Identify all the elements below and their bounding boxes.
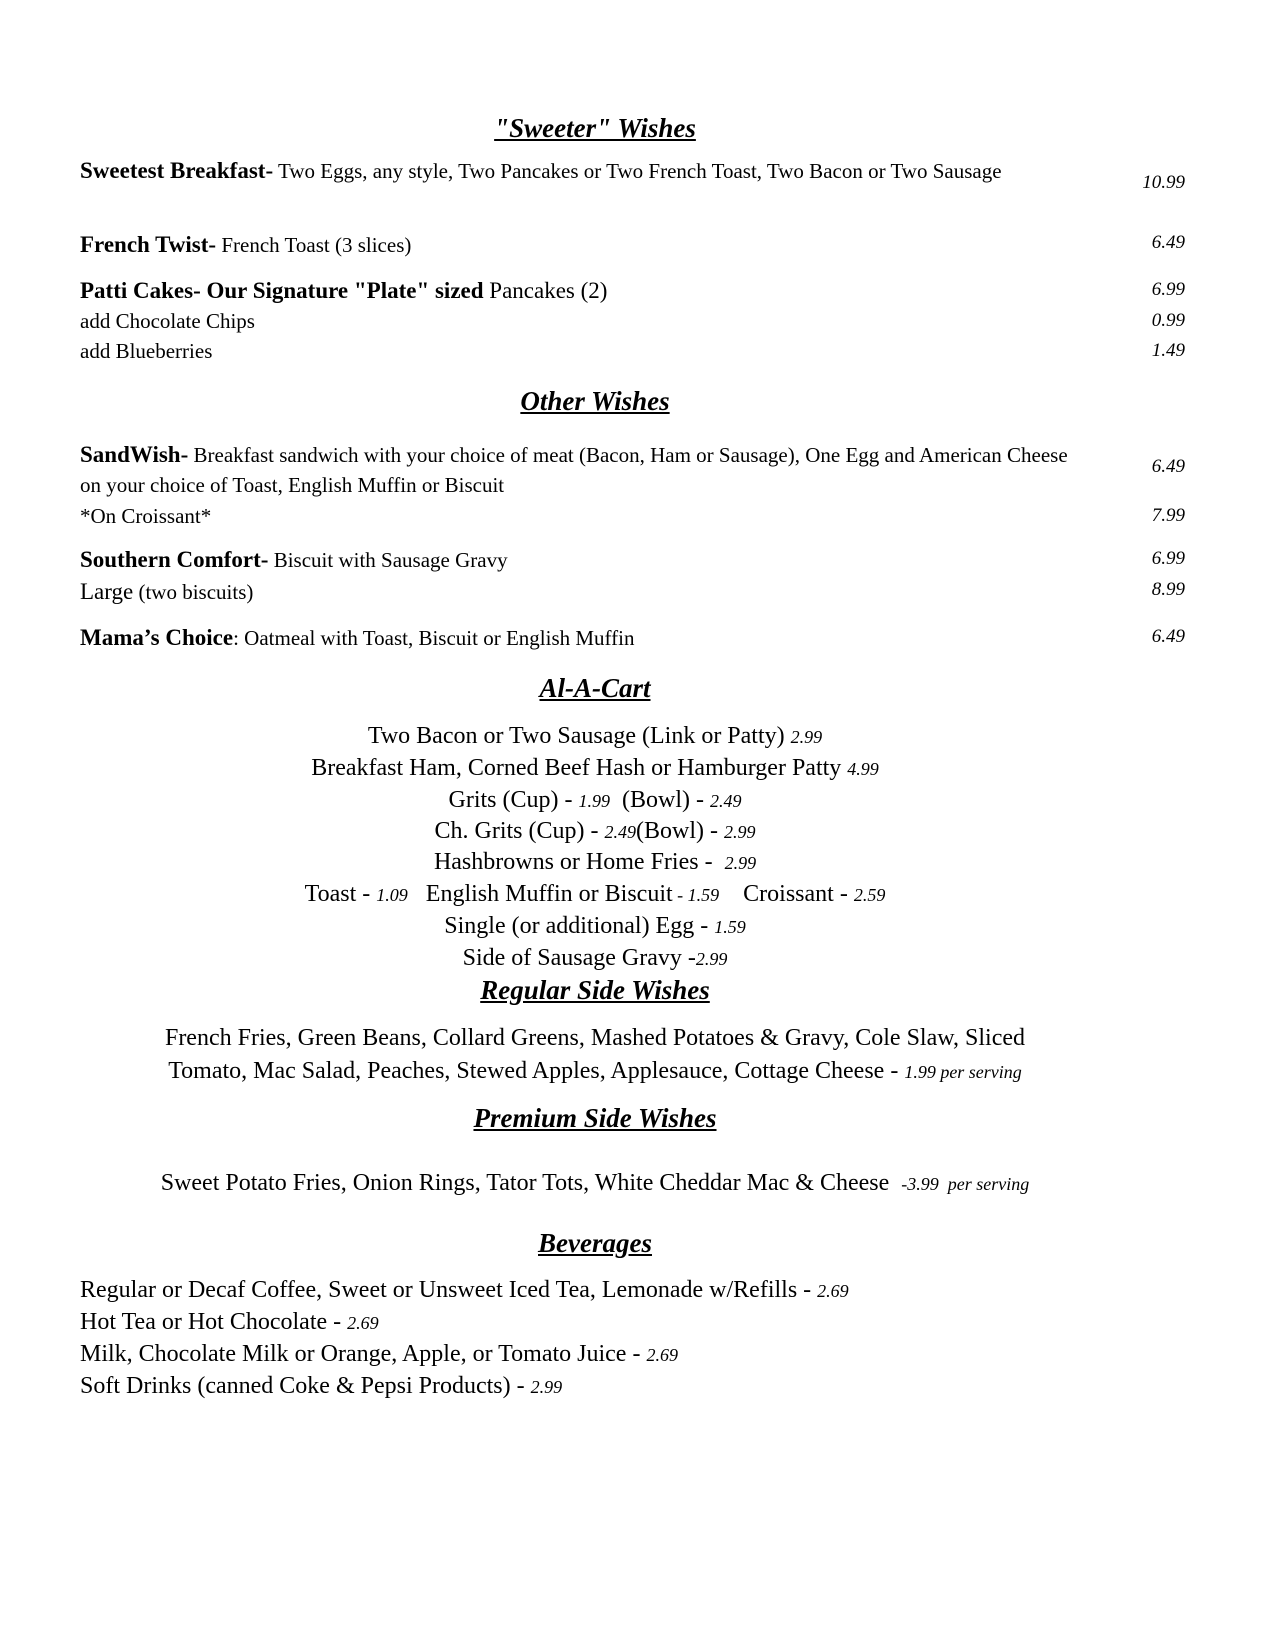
premium-sides-list	[0, 1167, 1190, 1200]
item-description: Breakfast sandwich with your choice of meat (Bacon, Ham or Sausage), One Egg and American Cheese on your choice of Toast, English Muffin or Biscuit	[80, 443, 1068, 497]
heading-beverages: Beverages	[538, 1228, 652, 1258]
heading-other-wishes: Other Wishes	[520, 386, 670, 416]
menu-item-southern-comfort	[80, 545, 1040, 575]
menu-item-mamas-choice	[80, 623, 1040, 653]
item-price: 6.49	[1151, 456, 1185, 477]
premium-sides-price: -3.99 per serving	[901, 1174, 1030, 1194]
addon-chocolate-chips: add Chocolate Chips	[80, 309, 255, 333]
alacart-price: 1.59	[714, 917, 746, 937]
alacart-text: Toast -	[304, 881, 377, 907]
alacart-price: - 1.59	[672, 885, 720, 905]
beverage-price: 2.69	[817, 1281, 849, 1301]
alacart-price: 2.59	[853, 885, 886, 905]
alacart-price: 2.99	[724, 853, 757, 873]
alacart-text: (Bowl) -	[636, 818, 724, 844]
alacart-text: Two Bacon or Two Sausage (Link or Patty)	[367, 723, 791, 749]
option-large	[80, 577, 253, 607]
alacart-text: English Muffin or Biscuit	[407, 881, 673, 907]
alacart-price: 2.49	[709, 791, 742, 811]
beverage-line	[80, 1306, 379, 1339]
beverage-text: Milk, Chocolate Milk or Orange, Apple, or Tomato Juice -	[80, 1341, 647, 1367]
heading-premium-side-wishes: Premium Side Wishes	[473, 1103, 717, 1133]
regular-sides-line-1: French Fries, Green Beans, Collard Greens, Mashed Potatoes & Gravy, Cole Slaw, Sliced	[164, 1025, 1026, 1051]
item-price: 10.99	[1142, 172, 1185, 193]
regular-sides-text: Tomato, Mac Salad, Peaches, Stewed Apples, Applesauce, Cottage Cheese -	[168, 1058, 905, 1084]
item-description: Biscuit with Sausage Gravy	[268, 548, 508, 572]
alacart-line	[0, 815, 1190, 848]
alacart-price: 1.09	[376, 885, 408, 905]
beverage-price: 2.99	[530, 1377, 563, 1397]
alacart-price: 2.99	[723, 822, 756, 842]
item-name: Sweetest Breakfast-	[80, 158, 274, 183]
alacart-price: 1.99	[578, 791, 610, 811]
item-price: 6.99	[1151, 548, 1185, 569]
alacart-text: Ch. Grits (Cup) -	[434, 818, 605, 844]
alacart-line	[0, 720, 1190, 753]
beverage-line	[80, 1274, 849, 1307]
beverage-price: 2.69	[347, 1313, 379, 1333]
alacart-text: Croissant -	[719, 881, 854, 907]
item-name: Mama’s Choice	[80, 625, 234, 650]
addon-price: 1.49	[1151, 340, 1185, 361]
alacart-line	[0, 752, 1190, 785]
item-name: Southern Comfort-	[80, 547, 269, 572]
item-price: 6.49	[1151, 626, 1185, 647]
beverage-line	[80, 1338, 678, 1371]
alacart-text: Breakfast Ham, Corned Beef Hash or Hamburger Patty	[311, 755, 848, 781]
beverage-text: Soft Drinks (canned Coke & Pepsi Products) -	[80, 1373, 531, 1399]
alacart-text: Single (or additional) Egg -	[444, 913, 715, 939]
heading-al-a-cart: Al-A-Cart	[539, 673, 651, 703]
menu-item-patti-cakes	[80, 276, 1080, 306]
alacart-price: 4.99	[847, 759, 879, 779]
regular-sides-line-2	[0, 1055, 1190, 1089]
option-label: Large	[80, 579, 134, 604]
item-description: Two Eggs, any style, Two Pancakes or Two French Toast, Two Bacon or Two Sausage	[273, 159, 1002, 183]
item-price: 6.99	[1151, 279, 1185, 300]
alacart-price: 2.99	[790, 727, 823, 747]
addon-price: 0.99	[1151, 310, 1185, 331]
item-name: French Twist-	[80, 232, 217, 257]
regular-sides-list	[0, 1022, 1190, 1089]
menu-item-french-twist	[80, 230, 1040, 260]
alacart-text: Hashbrowns or Home Fries -	[433, 849, 725, 875]
beverage-text: Regular or Decaf Coffee, Sweet or Unsweet Iced Tea, Lemonade w/Refills -	[80, 1277, 818, 1303]
item-name: Patti Cakes- Our Signature "Plate" sized	[80, 278, 484, 303]
addon-blueberries: add Blueberries	[80, 339, 213, 363]
item-price: 6.49	[1151, 232, 1185, 253]
heading-sweeter-wishes: "Sweeter" Wishes	[494, 113, 696, 143]
item-name: SandWish-	[80, 442, 189, 467]
regular-sides-price: 1.99 per serving	[904, 1062, 1022, 1082]
item-description: : Oatmeal with Toast, Biscuit or English Muffin	[233, 626, 635, 650]
alacart-price: 2.49	[604, 822, 636, 842]
beverage-text: Hot Tea or Hot Chocolate -	[80, 1309, 348, 1335]
menu-item-sandwish	[80, 440, 1080, 500]
option-price: 7.99	[1151, 505, 1185, 526]
beverage-price: 2.69	[646, 1345, 678, 1365]
option-on-croissant: *On Croissant*	[80, 504, 212, 528]
alacart-line	[0, 784, 1190, 817]
alacart-price: 2.99	[695, 949, 728, 969]
alacart-line	[0, 846, 1190, 879]
option-description: (two biscuits)	[133, 580, 254, 604]
beverage-line	[80, 1370, 562, 1403]
option-price: 8.99	[1151, 579, 1185, 600]
premium-sides-text: Sweet Potato Fries, Onion Rings, Tator Tots, White Cheddar Mac & Cheese	[160, 1170, 902, 1196]
menu-item-sweetest-breakfast	[80, 156, 1040, 186]
alacart-text: (Bowl) -	[610, 787, 710, 813]
item-description: Pancakes (2)	[483, 278, 608, 303]
item-description: French Toast (3 slices)	[216, 233, 412, 257]
alacart-text: Grits (Cup) -	[448, 787, 579, 813]
alacart-line	[0, 910, 1190, 943]
alacart-line	[0, 878, 1190, 911]
alacart-line	[0, 942, 1190, 975]
heading-regular-side-wishes: Regular Side Wishes	[480, 975, 710, 1005]
alacart-text: Side of Sausage Gravy -	[462, 945, 696, 971]
